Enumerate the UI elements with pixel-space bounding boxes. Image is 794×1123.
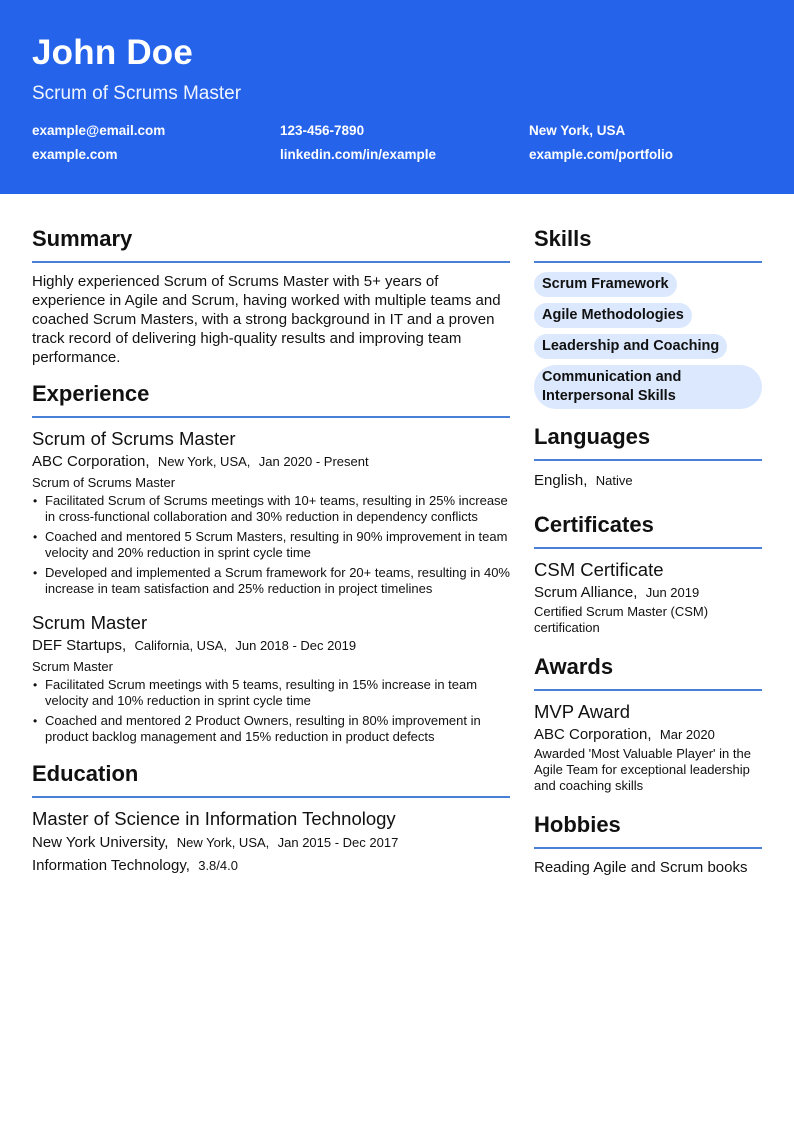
contact-website[interactable]: example.com bbox=[32, 147, 118, 162]
hobby-text: Reading Agile and Scrum books bbox=[534, 859, 748, 876]
job-bullet: • Coached and mentored 2 Product Owners, resulting in 80% improvement in product backlog management and 15% reduction in product defects bbox=[32, 713, 510, 745]
education-gpa: 3.8/4.0 bbox=[198, 858, 238, 873]
job-meta bbox=[32, 451, 510, 473]
language-name: English, bbox=[534, 472, 588, 489]
job-company: ABC Corporation, bbox=[32, 453, 150, 470]
skills-list bbox=[534, 272, 762, 409]
languages-heading: Languages bbox=[534, 422, 762, 461]
education-degree: Master of Science in Information Technology bbox=[32, 808, 396, 829]
certificate-date: Jun 2019 bbox=[645, 585, 700, 600]
job-bullet: • Facilitated Scrum meetings with 5 teams, resulting in 15% increase in team velocity and 10% reduction in sprint cycle time bbox=[32, 677, 510, 709]
experience-heading: Experience bbox=[32, 379, 510, 418]
contact-linkedin[interactable]: linkedin.com/in/example bbox=[280, 147, 437, 162]
job-dates: Jun 2018 - Dec 2019 bbox=[235, 638, 357, 653]
job-entry bbox=[32, 427, 510, 597]
contact-phone[interactable]: 123-456-7890 bbox=[280, 123, 365, 138]
summary-text: Highly experienced Scrum of Scrums Master with 5+ years of experience in Agile and Scrum, having worked with multiple teams and coached Scrum Masters, with a strong background in IT and a proven track record of delivering high-quality results and improving team performance. bbox=[32, 273, 501, 366]
job-bullet: • Coached and mentored 5 Scrum Masters, resulting in 90% improvement in team velocity and 20% reduction in sprint cycle time bbox=[32, 529, 510, 561]
job-subtitle: Scrum Master bbox=[32, 659, 113, 674]
award-meta bbox=[534, 724, 762, 746]
certificate-description: Certified Scrum Master (CSM) certification bbox=[534, 604, 709, 635]
contact-portfolio[interactable]: example.com/portfolio bbox=[529, 147, 674, 162]
certificate-meta bbox=[534, 582, 762, 604]
job-meta bbox=[32, 635, 510, 657]
hobbies-heading: Hobbies bbox=[534, 810, 762, 849]
certificates-section bbox=[534, 510, 762, 636]
education-field: Information Technology, bbox=[32, 857, 190, 874]
candidate-name: John Doe bbox=[32, 33, 194, 72]
main-column bbox=[32, 224, 510, 877]
job-title: Scrum Master bbox=[32, 612, 148, 633]
skills-heading: Skills bbox=[534, 224, 762, 263]
side-column bbox=[534, 224, 762, 877]
skills-section bbox=[534, 224, 762, 409]
experience-section bbox=[32, 379, 510, 745]
summary-heading: Summary bbox=[32, 224, 510, 263]
job-company: DEF Startups, bbox=[32, 637, 127, 654]
language-line bbox=[534, 470, 762, 492]
awards-heading: Awards bbox=[534, 652, 762, 691]
job-location: New York, USA, bbox=[157, 454, 251, 469]
job-subtitle: Scrum of Scrums Master bbox=[32, 475, 176, 490]
certificates-heading: Certificates bbox=[534, 510, 762, 549]
certificate-name: CSM Certificate bbox=[534, 559, 664, 580]
award-date: Mar 2020 bbox=[659, 727, 715, 742]
job-dates: Jan 2020 - Present bbox=[258, 454, 369, 469]
education-location: New York, USA, bbox=[176, 835, 270, 850]
awards-section bbox=[534, 652, 762, 794]
certificate-issuer: Scrum Alliance, bbox=[534, 584, 638, 601]
education-field-line bbox=[32, 854, 510, 877]
resume-header bbox=[0, 0, 794, 194]
education-heading: Education bbox=[32, 759, 510, 798]
candidate-role: Scrum of Scrums Master bbox=[32, 83, 242, 104]
contact-location: New York, USA bbox=[529, 123, 626, 138]
languages-section bbox=[534, 422, 762, 492]
hobbies-section bbox=[534, 810, 762, 877]
award-description: Awarded 'Most Valuable Player' in the Agile Team for exceptional leadership and coaching skills bbox=[534, 746, 751, 793]
job-bullets bbox=[32, 677, 510, 745]
job-title: Scrum of Scrums Master bbox=[32, 428, 236, 449]
award-name: MVP Award bbox=[534, 701, 630, 722]
education-section bbox=[32, 759, 510, 877]
job-bullet: • Developed and implemented a Scrum framework for 20+ teams, resulting in 40% increase in team satisfaction and 25% reduction in project timelines bbox=[32, 565, 510, 597]
skill-chip: Scrum Framework bbox=[534, 272, 677, 297]
job-bullet: • Facilitated Scrum of Scrums meetings with 10+ teams, resulting in 25% increase in cross-functional collaboration and 30% reduction in dependency conflicts bbox=[32, 493, 510, 525]
education-dates: Jan 2015 - Dec 2017 bbox=[277, 835, 399, 850]
skill-chip: Leadership and Coaching bbox=[534, 334, 727, 359]
education-school-line bbox=[32, 831, 510, 854]
language-level: Native bbox=[595, 473, 633, 488]
award-issuer: ABC Corporation, bbox=[534, 726, 652, 743]
summary-section bbox=[32, 224, 510, 367]
skill-chip: Agile Methodologies bbox=[534, 303, 692, 328]
job-location: California, USA, bbox=[134, 638, 228, 653]
job-bullets bbox=[32, 493, 510, 597]
job-entry bbox=[32, 611, 510, 745]
skill-chip: Communication and Interpersonal Skills bbox=[534, 365, 762, 409]
contact-email[interactable]: example@email.com bbox=[32, 123, 166, 138]
education-school: New York University, bbox=[32, 834, 169, 851]
